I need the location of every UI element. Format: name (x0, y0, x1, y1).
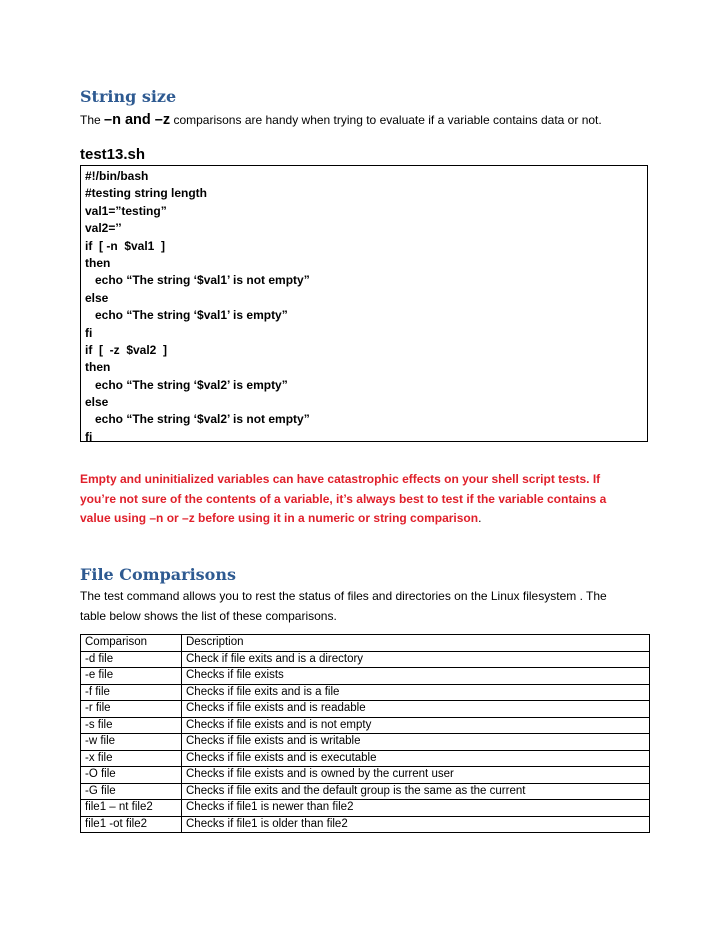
code-line: fi (85, 429, 93, 444)
intro-operators: –n and –z (104, 112, 171, 128)
code-block (80, 165, 648, 442)
description-cell: Checks if file exists and is readable (182, 701, 650, 718)
comparison-cell: -x file (81, 750, 182, 767)
code-line: if [ -n $val1 ] (85, 238, 166, 253)
description-cell: Checks if file exists and is owned by the current user (182, 767, 650, 784)
comparison-cell: -O file (81, 767, 182, 784)
description-cell: Check if file exits and is a directory (182, 651, 650, 668)
table-row (81, 734, 650, 751)
description-cell: Checks if file1 is older than file2 (182, 816, 650, 833)
intro-suffix: comparisons are handy when trying to evaluate if a variable contains data or not. (173, 113, 602, 127)
warning-line (80, 509, 650, 529)
comparison-cell: -r file (81, 701, 182, 718)
warning-line-text: value using –n or –z before using it in a numeric or string comparison (80, 511, 479, 526)
comparison-cell: -G file (81, 783, 182, 800)
description-cell: Checks if file exits and is a file (182, 684, 650, 701)
comparison-cell: -w file (81, 734, 182, 751)
table-header-row (81, 635, 650, 652)
code-line: else (85, 290, 109, 305)
description-cell: Checks if file exists (182, 668, 650, 685)
comparison-cell: -d file (81, 651, 182, 668)
table-row (81, 651, 650, 668)
table-row (81, 767, 650, 784)
description-cell: Checks if file1 is newer than file2 (182, 800, 650, 817)
code-line: fi (85, 325, 93, 340)
table-row (81, 701, 650, 718)
code-line: #testing string length (85, 186, 208, 201)
column-header-comparison: Comparison (81, 635, 182, 652)
file-comparisons-intro-line1: The test command allows you to rest the status of files and directories on the Linux filesystem . The (80, 589, 607, 603)
file-comparisons-intro-line2: table below shows the list of these comparisons. (80, 609, 337, 623)
comparison-cell: -s file (81, 717, 182, 734)
description-cell: Checks if file exists and is writable (182, 734, 650, 751)
table-row (81, 684, 650, 701)
table-row (81, 783, 650, 800)
comparison-table (80, 634, 650, 833)
code-line: val1=”testing” (85, 203, 167, 218)
description-cell: Checks if file exists and is not empty (182, 717, 650, 734)
code-line: then (85, 360, 111, 375)
code-line: echo “The string ‘$val2’ is not empty” (85, 412, 310, 427)
code-line: else (85, 395, 109, 410)
code-line: if [ -z $val2 ] (85, 342, 168, 357)
table-row (81, 816, 650, 833)
table-row (81, 750, 650, 767)
string-size-intro (80, 112, 602, 128)
script-title: test13.sh (80, 146, 146, 163)
code-line: val2=’’ (85, 221, 122, 236)
column-header-description: Description (182, 635, 650, 652)
comparison-cell: -e file (81, 668, 182, 685)
comparison-cell: file1 -ot file2 (81, 816, 182, 833)
code-line: echo “The string ‘$val1’ is empty” (85, 308, 288, 323)
string-size-heading: String size (80, 87, 177, 106)
code-line: #!/bin/bash (85, 169, 149, 183)
comparison-cell: -f file (81, 684, 182, 701)
table-row (81, 717, 650, 734)
comparison-cell: file1 – nt file2 (81, 800, 182, 817)
file-comparisons-heading: File Comparisons (80, 565, 236, 584)
warning-period: . (478, 511, 482, 526)
code-line: echo “The string ‘$val2’ is empty” (85, 377, 288, 392)
warning-note (80, 470, 650, 529)
code-line: then (85, 255, 111, 270)
table-row (81, 800, 650, 817)
table-row (81, 668, 650, 685)
description-cell: Checks if file exists and is executable (182, 750, 650, 767)
warning-line: you’re not sure of the contents of a variable, it’s always best to test if the variable contains a (80, 491, 607, 506)
description-cell: Checks if file exits and the default group is the same as the current (182, 783, 650, 800)
code-line: echo “The string ‘$val1’ is not empty” (85, 273, 310, 288)
warning-line: Empty and uninitialized variables can have catastrophic effects on your shell script tests. If (80, 472, 601, 486)
intro-prefix: The (80, 113, 101, 127)
